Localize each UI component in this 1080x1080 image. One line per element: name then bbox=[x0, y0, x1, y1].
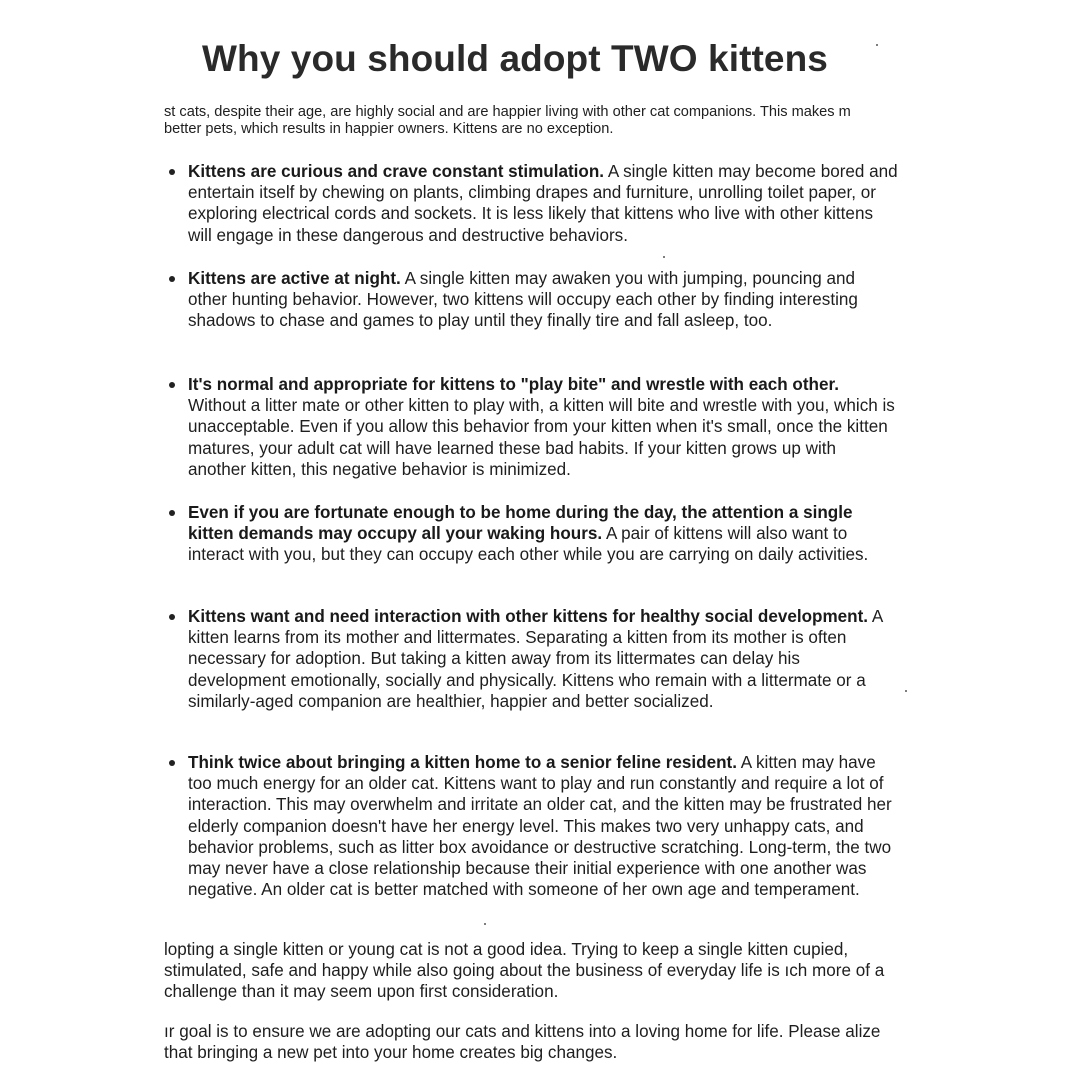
reason-body: A kitten may have too much energy for an older cat. Kittens want to play and run constantly and require a lot of interaction. This may overwhelm and irritate an older cat, and the kitten may be frustrated her elderly companion doesn't have her energy level. This makes two very unhappy cats, and behavior problems, such as litter box avoidance or destructive scratching. Long-term, the two may never have a close relationship because their initial experience with one another was negative. An older cat is better matched with someone of her own age and temperament. bbox=[188, 753, 892, 900]
reason-body: A single kitten may awaken you with jumping, pouncing and other hunting behavior. However, two kittens will occupy each other by finding interesting shadows to chase and games to play until they finally tire and fall asleep, too. bbox=[188, 269, 858, 331]
reason-heading: Even if you are fortunate enough to be home during the day, the attention a single kitten demands may occupy all your waking hours. bbox=[188, 503, 853, 544]
reason-body: A pair of kittens will also want to interact with you, but they can occupy each other while you are carrying on daily activities. bbox=[188, 524, 869, 565]
scan-speck bbox=[484, 923, 486, 925]
reason-item bbox=[188, 752, 898, 900]
reason-item bbox=[188, 161, 898, 246]
reason-body: Without a litter mate or other kitten to play with, a kitten will bite and wrestle with you, which is unacceptable. Even if you allow this behavior from your kitten when it's small, once the kitten matures, your adult cat will have learned these bad habits. If your kitten grows up with another kitten, this negative behavior is minimized. bbox=[188, 396, 895, 479]
reason-body: A kitten learns from its mother and littermates. Separating a kitten from its mother is often necessary for adoption. But taking a kitten away from its littermates can delay his development emotionally, socially and physically. Kittens who remain with a littermate or a similarly-aged companion are healthier, happier and better socialized. bbox=[188, 607, 883, 711]
bullet-dot-icon bbox=[169, 382, 175, 388]
reason-item bbox=[188, 268, 898, 332]
reason-item bbox=[188, 606, 898, 712]
reason-heading: Kittens want and need interaction with other kittens for healthy social development. bbox=[188, 607, 869, 626]
reason-heading: Kittens are active at night. bbox=[188, 269, 401, 288]
bullet-dot-icon bbox=[169, 760, 175, 766]
closing-paragraph: lopting a single kitten or young cat is not a good idea. Trying to keep a single kitten cupied, stimulated, safe and happy while also going about the business of everyday life is ıch more of a challenge than it may seem upon first consideration. bbox=[164, 940, 885, 1001]
scan-speck bbox=[905, 690, 907, 692]
scan-speck bbox=[876, 44, 878, 46]
reason-item bbox=[188, 374, 898, 480]
bullet-dot-icon bbox=[169, 614, 175, 620]
scan-speck bbox=[663, 256, 665, 258]
intro-paragraph: st cats, despite their age, are highly social and are happier living with other cat companions. This makes m better pets, which results in happier owners. Kittens are no exception. bbox=[164, 104, 851, 137]
reason-heading: Think twice about bringing a kitten home to a senior feline resident. bbox=[188, 753, 737, 772]
bullet-dot-icon bbox=[169, 510, 175, 516]
reason-heading: It's normal and appropriate for kittens to "play bite" and wrestle with each other. bbox=[188, 375, 839, 394]
document-title: Why you should adopt TWO kittens bbox=[201, 38, 828, 79]
reason-body: A single kitten may become bored and entertain itself by chewing on plants, climbing drapes and furniture, unrolling toilet paper, or exploring electrical cords and sockets. It is less likely that kittens who live with other kittens will engage in these dangerous and destructive behaviors. bbox=[188, 162, 898, 245]
closing-paragraph: ır goal is to ensure we are adopting our cats and kittens into a loving home for life. Please alize that bringing a new pet into your home creates big changes. bbox=[164, 1022, 881, 1062]
reason-item bbox=[188, 502, 898, 566]
bullet-dot-icon bbox=[169, 169, 175, 175]
reason-heading: Kittens are curious and crave constant stimulation. bbox=[188, 162, 605, 181]
bullet-dot-icon bbox=[169, 276, 175, 282]
